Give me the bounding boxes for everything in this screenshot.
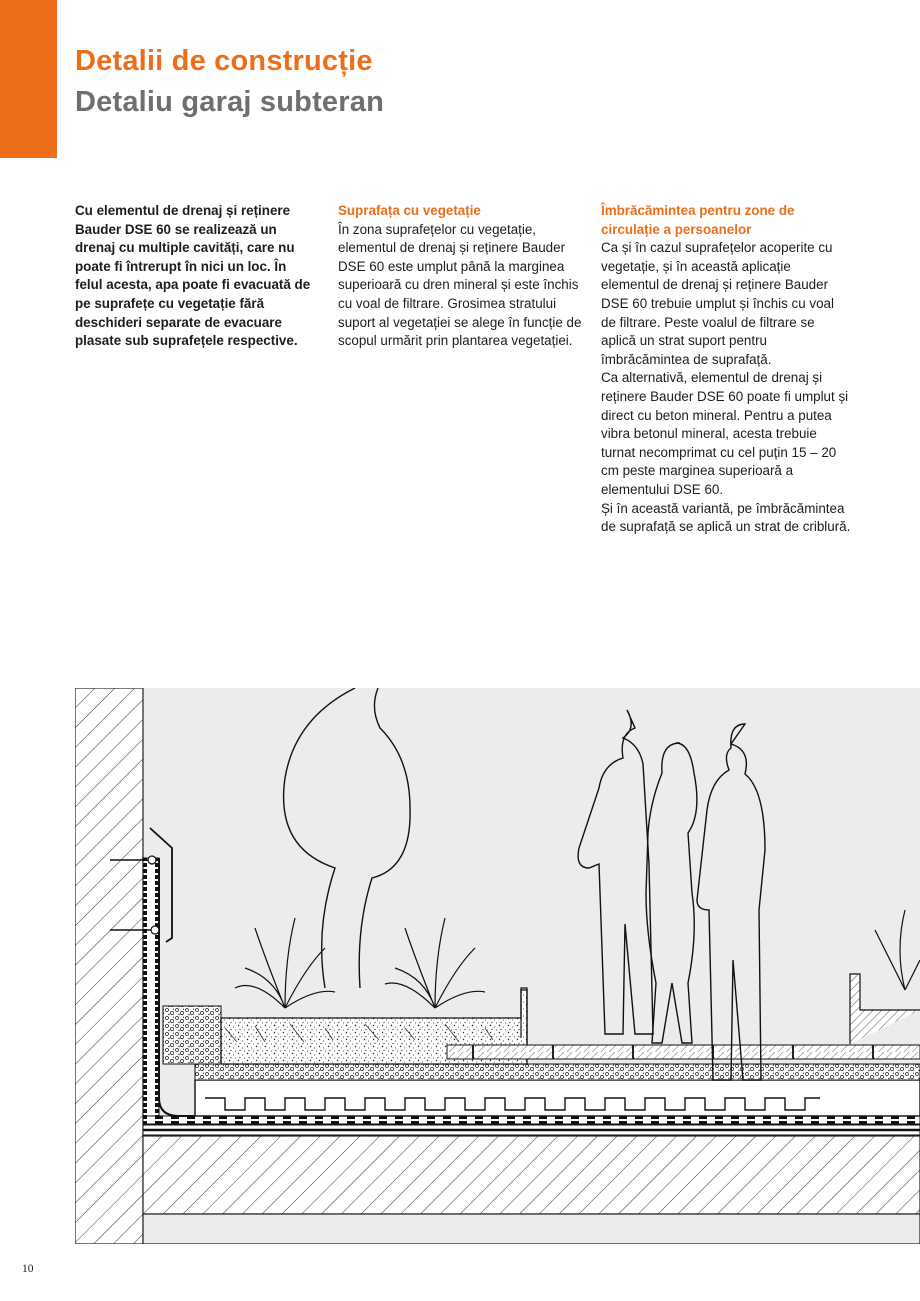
vegetation-heading: Suprafața cu vegetație [338,203,481,218]
page-title: Detalii de construcție [75,45,373,77]
intro-text: Cu elementul de drenaj și reținere Bauder DSE 60 se realizează un drenaj cu multiple cavități, care nu poate fi întrerupt în nici un loc. În felul acesta, apa poate fi evacuată de pe suprafețe cu vegetație fără deschideri separate de evacuare plasate sub suprafețele respective. [75,203,311,349]
intro-column [75,202,315,351]
vegetation-column [338,202,588,351]
pavement-paragraph-2: Ca alternativă, elementul de drenaj și reținere Bauder DSE 60 poate fi umplut și direct cu beton mineral. Pentru a putea vibra betonul mineral, acesta trebuie turnat necomprimat cu cel puțin 15 – 20 cm peste marginea superioară a elementului DSE 60. [601,370,849,497]
pavement-heading: Îmbrăcămintea pentru zone de circulație a persoanelor [601,203,795,237]
pavement-column [601,202,851,537]
page-subtitle: Detaliu garaj subteran [75,86,384,118]
pavement-paragraph-3: Și în această variantă, pe îmbrăcămintea de suprafață se aplică un strat de criblură. [601,500,851,535]
page-number: 10 [22,1263,34,1275]
orange-accent-bar [0,0,57,158]
garage-detail-drawing [75,688,920,1244]
vegetation-text: În zona suprafețelor cu vegetație, elementul de drenaj și reținere Bauder DSE 60 este umplut până la marginea superioară cu dren mineral și este închis cu voal de filtrare. Grosimea stratului suport al vegetației se alege în funcție de scopul urmărit prin plantarea vegetației. [338,221,582,349]
pavement-paragraph-1: Ca și în cazul suprafețelor acoperite cu vegetație, și în această aplicație elementul de drenaj și reținere Bauder DSE 60 trebuie umplut și închis cu voal de filtrare. Peste voalul de filtrare se aplică un strat suport pentru îmbrăcămintea de suprafață. [601,240,834,367]
